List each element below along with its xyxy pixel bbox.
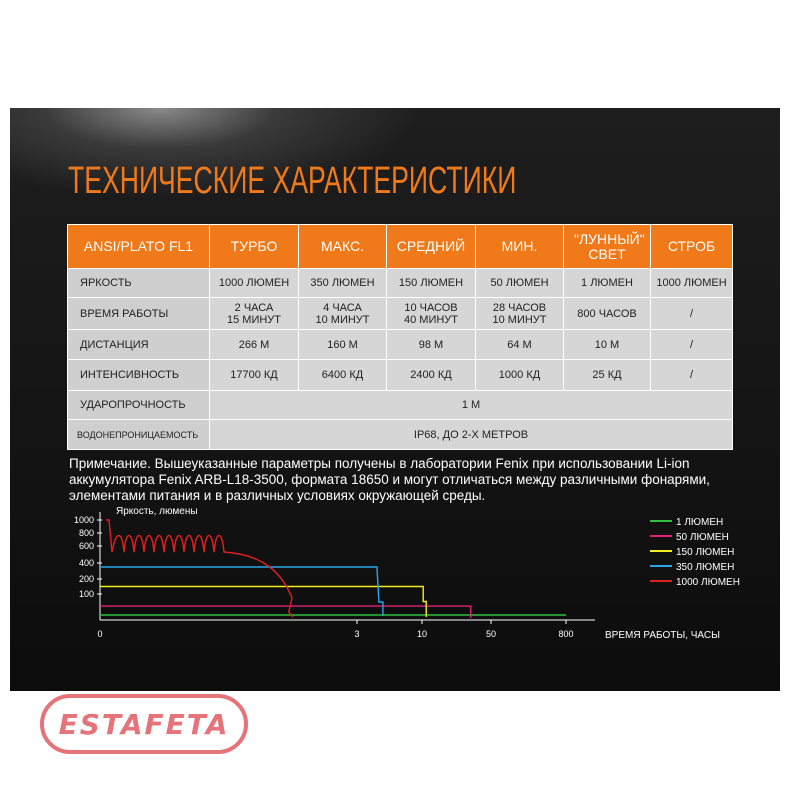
series-line-350-lm [100,567,383,616]
cell-line: 800 ЧАСОВ [577,307,637,320]
table-cell: 1000 ЛЮМЕН [651,269,733,298]
series-line-50-lm [100,606,471,618]
table-cell: 160 М [299,330,387,360]
table-cell: 266 М [210,330,299,360]
header-turbo: ТУРБО [210,225,299,269]
header-max: МАКС. [299,225,387,269]
legend-label: 150 ЛЮМЕН [676,547,735,558]
x-tick-label: 3 [354,629,360,639]
header-min: МИН. [476,225,564,269]
cell-line: 10 МИНУТ [315,313,370,326]
row-label: ВОДОНЕПРОНИЦАЕМОСТЬ [68,420,210,450]
header-moonlight: "ЛУННЫЙ" СВЕТ [564,225,651,269]
y-tick-label: 200 [78,574,94,584]
watermark-logo [40,694,248,754]
cell-line: 15 МИНУТ [226,313,281,326]
cell-line: 28 ЧАСОВ [492,301,547,314]
series-line-1000-lm [106,520,293,617]
table-cell: 150 ЛЮМЕН [387,269,476,298]
cell-line: 10 МИНУТ [492,313,547,326]
row-label: УДАРОПРОЧНОСТЬ [68,391,210,420]
spec-panel [10,108,780,691]
table-cell: IP68, ДО 2-Х МЕТРОВ [210,420,733,450]
runtime-chart [10,108,780,691]
cell-line: 2 ЧАСА [234,301,274,314]
table-cell: 350 ЛЮМЕН [299,269,387,298]
note-text: Примечание. Вышеуказанные параметры получены в лаборатории Fenix при использовании Li-ion аккумулятора Fenix ARB-L18-3500, формата 18650 и могут отличаться между различными фонарями, элементами питания и в различных условиях окружающей среды. [69,456,710,503]
legend-label: 1000 ЛЮМЕН [676,577,740,588]
header-strobe: СТРОБ [651,225,733,269]
table-cell: 10 М [564,330,651,360]
legend-label: 50 ЛЮМЕН [676,532,729,543]
y-tick-label: 1000 [73,515,94,525]
legend-label: 350 ЛЮМЕН [676,562,735,573]
x-axis-label: ВРЕМЯ РАБОТЫ, ЧАСЫ [605,630,720,641]
table-cell: 1 ЛЮМЕН [564,269,651,298]
table-cell: 98 М [387,330,476,360]
table-cell: / [651,360,733,391]
y-axis-label: Яркость, люмены [116,506,198,517]
cell-line: 4 ЧАСА [323,301,362,314]
x-tick-label: 800 [558,629,574,639]
header-medium: СРЕДНИЙ [387,225,476,269]
table-cell: 1000 ЛЮМЕН [210,269,299,298]
table-cell: 2400 КД [387,360,476,391]
row-label: ИНТЕНСИВНОСТЬ [68,360,210,391]
table-cell: / [651,330,733,360]
row-label: ЯРКОСТЬ [68,269,210,298]
cell-line: / [689,307,694,320]
table-cell: 50 ЛЮМЕН [476,269,564,298]
row-label: ДИСТАНЦИЯ [68,330,210,360]
cell-line: 10 ЧАСОВ [404,301,458,314]
table-cell: 25 КД [564,360,651,391]
table-cell: 6400 КД [299,360,387,391]
row-label: ВРЕМЯ РАБОТЫ [68,298,210,330]
x-tick-label: 10 [416,629,428,639]
y-tick-label: 400 [78,558,94,568]
y-tick-label: 800 [78,528,94,538]
table-cell: 17700 КД [210,360,299,391]
series-line-150-lm [100,587,426,618]
watermark-text: ESTAFETA [58,707,230,741]
x-tick-label: 50 [485,629,497,639]
cell-line: 40 МИНУТ [403,313,458,326]
x-tick-label: 0 [97,629,103,639]
y-tick-label: 100 [78,589,94,599]
table-cell: 1 М [210,391,733,420]
y-tick-label: 600 [78,541,94,551]
page-title: ТЕХНИЧЕСКИЕ ХАРАКТЕРИСТИКИ [68,160,517,202]
table-cell: 1000 КД [476,360,564,391]
table-cell: 64 М [476,330,564,360]
header-standard: ANSI/PLATO FL1 [68,225,210,269]
legend-label: 1 ЛЮМЕН [676,517,724,528]
